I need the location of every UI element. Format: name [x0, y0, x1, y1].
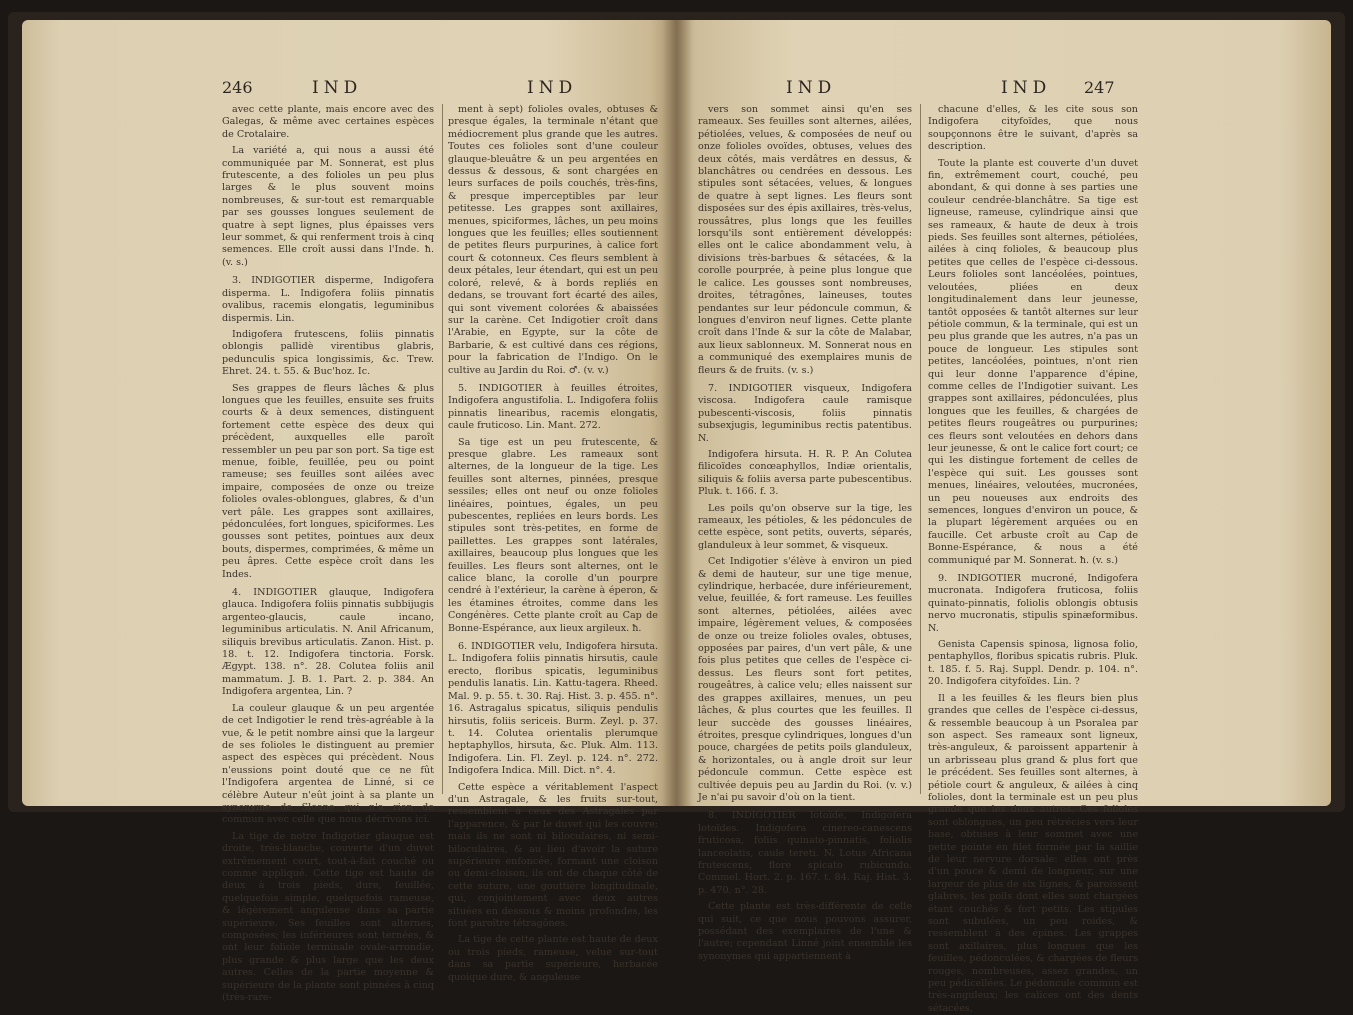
text-paragraph: Il a les feuilles & les fleurs bien plus grandes que celles de l'espèce ci-dessus, & ressemble beaucoup à un Psoralea par son aspect. Ses rameaux sont ligneux, très-anguleux, & paroissent appartenir à un arbrisseau plus grand & plus fort que le précédent. Ses feuilles sont alternes, à pétiole court & anguleux, & ailées à cinq folioles, dont la terminale est un peu plus grande que les deux autres. Ces folioles sont oblongues, un peu rétrécies vers leur base, obtuses à leur sommet avec une petite pointe en filet formée par la saillie de leur nervure dorsale: elles ont près d'un pouce & demi de longueur, sur une largeur de plus de six lignes, & paroissent glabres, les poils dont elles sont chargées étant couchés & fort petits. Les stipules sont subulées, un peu roides, & ressemblent à des épines. Les grappes sont axillaires, plus longues que les feuilles, pédonculées, & chargées de fleurs rouges, nombreuses, assez grandes, un peu pédicellées. Le pédoncule commun est très-anguleux; les calices ont des dents sétacées, — [928, 692, 1138, 1014]
text-paragraph: chacune d'elles, & les cite sous son Indigofera cityfoïdes, que nous soupçonnons être le suivant, d'après sa description. — [928, 104, 1138, 153]
left-column-1 — [222, 104, 434, 1004]
text-paragraph: La variété a, qui nous a aussi été communiquée par M. Sonnerat, est plus frutescente, a des folioles un peu plus larges & le plus souvent moins nombreuses, & sur-tout est remarquable par ses gousses longues seulement de quatre à sept lignes, plus épaisses vers leur sommet, & qui renferment trois à cinq semences. Elle croît aussi dans l'Inde. ħ. (v. s.) — [222, 145, 434, 268]
text-paragraph: Les poils qu'on observe sur la tige, les rameaux, les pétioles, & les pédoncules de cette espèce, sont petits, ouverts, séparés, glanduleux à leur sommet, & visqueux. — [698, 502, 912, 551]
text-paragraph: avec cette plante, mais encore avec des Galegas, & même avec certaines espèces de Crotalaire. — [222, 104, 434, 140]
left-header-left: IND — [312, 78, 363, 98]
column-divider — [920, 104, 921, 794]
right-header-left: IND — [786, 78, 837, 98]
text-paragraph: 3. INDIGOTIER disperme, Indigofera disperma. L. Indigofera foliis pinnatis ovalibus, racemis elongatis, leguminibus dispermis. Lin. — [222, 275, 434, 324]
right-page — [676, 20, 1331, 1014]
text-paragraph: 8. INDIGOTIER lotoïde, Indigofera lotoïdes. Indigofera cinereo-canescens fruticosa, foliis quinato-pinnatis, foliolis lanceolatis, caule tereti. N. Lotus Africana frutescens, flore spicato rubicundo. Commel. Hort. 2. p. 167. t. 84. Raj. Hist. 3. p. 470. n°. 28. — [698, 810, 912, 896]
text-paragraph: 6. INDIGOTIER velu, Indigofera hirsuta. L. Indigofera foliis pinnatis hirsutis, caule erecto, floribus spicatis, leguminibus pendulis lanatis. Lin. Kattu-tagera. Rheed. Mal. 9. p. 55. t. 30. Raj. Hist. 3. p. 455. n°. 16. Astragalus spicatus, siliquis pendulis hirsutis, foliis sericeis. Burm. Zeyl. p. 37. t. 14. Colutea orientalis plerumque heptaphyllos, hirsuta, &c. Pluk. Alm. 113. Indigofera. Lin. Fl. Zeyl. p. 124. n°. 272. Indigofera Indica. Mill. Dict. n°. 4. — [448, 641, 658, 777]
text-paragraph: Cette espèce a véritablement l'aspect d'un Astragale, & les fruits sur-tout, ressemblent à ceux des Astragales par l'apparence, & par le duvet qui les couvre; mais ils ne sont ni biloculaires, ni semi-biloculaires, & au lieu d'avoir la suture supérieure enfoncée, formant une cloison ou demi-cloison, ils ont de chaque côté de cette suture, une gouttière longitudinale, qui, conjointement avec deux autres situées en dessous & moins profondes, les font paroître tétragônes. — [448, 781, 658, 929]
book-gutter — [662, 20, 692, 806]
right-column-2 — [928, 104, 1138, 1014]
left-header-right: IND — [527, 78, 578, 98]
text-paragraph: 9. INDIGOTIER mucroné, Indigofera mucronata. Indigofera fruticosa, foliis quinato-pinnatis, foliolis oblongis obtusis nervo mucronatis, stipulis spinæformibus. N. — [928, 573, 1138, 634]
right-column-1 — [698, 104, 912, 962]
left-page-number: 246 — [222, 78, 253, 97]
text-paragraph: Ses grappes de fleurs lâches & plus longues que les feuilles, ensuite ses fruits courts & à deux semences, distinguent fortement cette espèce des deux qui précèdent, auxquelles elle paroît ressembler un peu par son port. Sa tige est menue, foible, feuillée, peu ou point rameuse; ses feuilles sont ailées avec impaire, composées de onze ou treize folioles ovales-oblongues, glabres, & d'un vert pâle. Les grappes sont axillaires, pédonculées, fort longues, spiciformes. Les gousses sont petites, pointues aux deux bouts, dispermes, comprimées, & même un peu âpres. Cette espèce croît dans les Indes. — [222, 382, 434, 580]
text-paragraph: Cette plante est très-différente de celle qui suit, ce que nous pouvons assurer, possédant des exemplaires de l'une & l'autre; cependant Linné joint ensemble les synonymes qui appartiennent à — [698, 901, 912, 962]
text-paragraph: Sa tige est un peu frutescente, & presque glabre. Les rameaux sont alternes, de la longueur de la tige. Les feuilles sont alternes, pinnées, presque sessiles; elles ont neuf ou onze folioles linéaires, pointues, égales, un peu pubescentes, repliées en leurs bords. Les stipules sont très-petites, en forme de paillettes. Les grappes sont latérales, axillaires, beaucoup plus longues que les feuilles. Les fleurs sont alternes, ont le calice blanc, la corolle d'un pourpre cendré à l'extérieur, la carène à éperon, & les étamines étroites, comme dans les Congénères. Cette plante croît au Cap de Bonne-Espérance, aux lieux argileux. ħ. — [448, 436, 658, 634]
right-page-number: 247 — [1084, 78, 1115, 97]
text-paragraph: La tige de notre Indigotier glauque est droite, très-blanche, couverte d'un duvet extrêmement court, tout-à-fait couché ou comme appliqué. Cette tige est haute de deux à trois pieds, dure, feuillée, quelquefois simple, quelquefois rameuse, & légèrement anguleuse dans sa partie supérieure. Ses feuilles sont alternes, composées; les inférieures sont ternées, & ont leur foliole terminale ovale-arrondie, plus grande & plus large que les deux autres. Celles de la partie moyenne & supérieure de la plante sont pinnées à cinq (très-rare- — [222, 830, 434, 1004]
text-paragraph: ment à sept) folioles ovales, obtuses & presque égales, la terminale n'étant que médiocrement plus grande que les autres. Toutes ces folioles sont d'une couleur glauque-bleuâtre & un peu argentées en dessus & dessous, & sont chargées en leurs surfaces de poils couchés, très-fins, & presque imperceptibles par leur petitesse. Les grappes sont axillaires, menues, spiciformes, lâches, un peu moins longues que les feuilles; elles soutiennent de petites fleurs purpurines, à calice fort court & cotonneux. Ces fleurs semblent à deux pétales, leur étendart, qui est un peu coloré, relevé, & à bords repliés en dedans, se trouvant fort écarté des ailes, qui sont vivement colorées & abaissées sur la carène. Cet Indigotier croît dans l'Arabie, en Egypte, sur la côte de Barbarie, & est cultivé dans ces régions, pour la fabrication de l'Indigo. On le cultive au Jardin du Roi. ♂. (v. v.) — [448, 104, 658, 376]
text-paragraph: Indigofera hirsuta. H. R. P. An Colutea filicoïdes conœaphyllos, Indiæ orientalis, siliquis & foliis aversa parte pubescentibus. Pluk. t. 166. f. 3. — [698, 448, 912, 498]
left-page — [22, 20, 676, 1004]
text-paragraph: Genista Capensis spinosa, lignosa folio, pentaphyllos, floribus spicatis rubris. Pluk. t. 185. f. 5. Raj. Suppl. Dendr. p. 104. n°. 20. Indigofera cityfoïdes. Lin. ? — [928, 639, 1138, 688]
text-paragraph: Indigofera frutescens, foliis pinnatis oblongis pallidè virentibus glabris, pedunculis spica longissimis, &c. Trew. Ehret. 24. t. 55. & Buc'hoz. Ic. — [222, 328, 434, 378]
text-paragraph: vers son sommet ainsi qu'en ses rameaux. Ses feuilles sont alternes, ailées, pétiolées, velues, & composées de neuf ou onze folioles ovoïdes, obtuses, velues des deux côtés, mais verdâtres en dessus, & blanchâtres ou cendrées en dessous. Les stipules sont sétacées, velues, & longues de quatre à sept lignes. Les fleurs sont disposées sur des épis axillaires, très-velus, roussâtres, plus longs que les feuilles lorsqu'ils sont entièrement développés: elles ont le calice abondamment velu, à divisions très-barbues & sétacées, & la corolle pourprée, à peine plus longue que le calice. Les gousses sont nombreuses, droites, tétragônes, laineuses, toutes pendantes sur leur pédoncule commun, & longues d'environ neuf lignes. Cette plante croît dans l'Inde & sur la côte de Malabar, aux lieux sablonneux. M. Sonnerat nous en a communiqué des exemplaires munis de fleurs & de fruits. (v. s.) — [698, 104, 912, 376]
text-paragraph: Cet Indigotier s'élève à environ un pied & demi de hauteur, sur une tige menue, cylindrique, herbacée, dure inférieurement, velue, feuillée, & fort rameuse. Les feuilles sont alternes, pétiolées, ailées avec impaire, légèrement velues, & composées de onze ou treize folioles ovales, obtuses, opposées par paires, d'un vert pâle, & une fois plus petites que celles de l'espèce ci-dessus. Les fleurs sont fort petites, rougeâtres, à calice velu; elles naissent sur des grappes axillaires, menues, un peu lâches, & plus courtes que les feuilles. Il leur succède des gousses linéaires, étroites, presque cylindriques, longues d'un pouce, chargées de petits poils glanduleux, & horizontales, ou à angle droit sur leur pédoncule commun. Cette espèce est cultivée depuis peu au Jardin du Roi. (v. v.) Je n'ai pu savoir d'où on la tient. — [698, 556, 912, 803]
text-paragraph: 7. INDIGOTIER visqueux, Indigofera viscosa. Indigofera caule ramisque pubescenti-viscosis, foliis pinnatis subsexjugis, leguminibus rectis patentibus. N. — [698, 382, 912, 444]
left-column-2 — [448, 104, 658, 983]
column-divider — [442, 104, 443, 794]
text-paragraph: La tige de cette plante est haute de deux ou trois pieds, rameuse, velue sur-tout dans sa partie supérieure, herbacée quoique dure, & anguleuse — [448, 934, 658, 983]
right-header-right: IND — [1001, 78, 1052, 98]
text-paragraph: 4. INDIGOTIER glauque, Indigofera glauca. Indigofera foliis pinnatis subbijugis argenteo-glaucis, caule incano, leguminibus articulatis. N. Anil Africanum, siliquis brevibus articulatis. Zanon. Hist. p. 18. t. 12. Indigofera tinctoria. Forsk. Ægypt. 138. n°. 28. Colutea foliis anil mammatum. J. B. 1. Part. 2. p. 384. An Indigofera argentea, Lin. ? — [222, 587, 434, 698]
text-paragraph: Toute la plante est couverte d'un duvet fin, extrêmement court, couché, peu abondant, & qui donne à ses parties une couleur cendrée-blanchâtre. Sa tige est ligneuse, rameuse, cylindrique ainsi que ses rameaux, & haute de deux à trois pieds. Ses feuilles sont alternes, pétiolées, ailées à cinq folioles, & beaucoup plus petites que celles de l'espèce ci-dessous. Leurs folioles sont lancéolées, pointues, veloutées, pliées en deux longitudinalement dans leur jeunesse, tantôt opposées & tantôt alternes sur leur pétiole commun, & la terminale, qui est un peu plus grande que les autres, n'a pas un pouce de longueur. Les stipules sont petites, lancéolées, pointues, n'ont rien qui leur donne l'apparence d'épine, comme celles de l'Indigotier suivant. Les grappes sont axillaires, pédonculées, plus longues que les feuilles, & chargées de petites fleurs rougeâtres ou purpurines; ces fleurs sont veloutées en dehors dans leur jeunesse, & ont le calice fort court; ce qui les distingue fortement de celles de l'espèce qui suit. Les gousses sont menues, linéaires, veloutées, mucronées, un peu noueuses aux endroits des semences, longues d'environ un pouce, & la plupart légèrement arquées ou en faucille. Cet arbuste croît au Cap de Bonne-Espérance, & nous a été communiqué par M. Sonnerat. ħ. (v. s.) — [928, 157, 1138, 566]
text-paragraph: 5. INDIGOTIER à feuilles étroites, Indigofera angustifolia. L. Indigofera foliis pinnatis linearibus, racemis elongatis, caule fruticoso. Lin. Mant. 272. — [448, 382, 658, 432]
text-paragraph: La couleur glauque & un peu argentée de cet Indigotier le rend très-agréable à la vue, & le petit nombre ainsi que la largeur de ses folioles le distinguent au premier aspect des espèces qui précèdent. Nous n'eussions point douté que ce ne fût l'Indigofera argentea de Linné, si ce célèbre Auteur n'eût joint à sa plante un synonyme de Sloane qui n'a rien de commun avec celle que nous décrivons ici. — [222, 702, 434, 826]
